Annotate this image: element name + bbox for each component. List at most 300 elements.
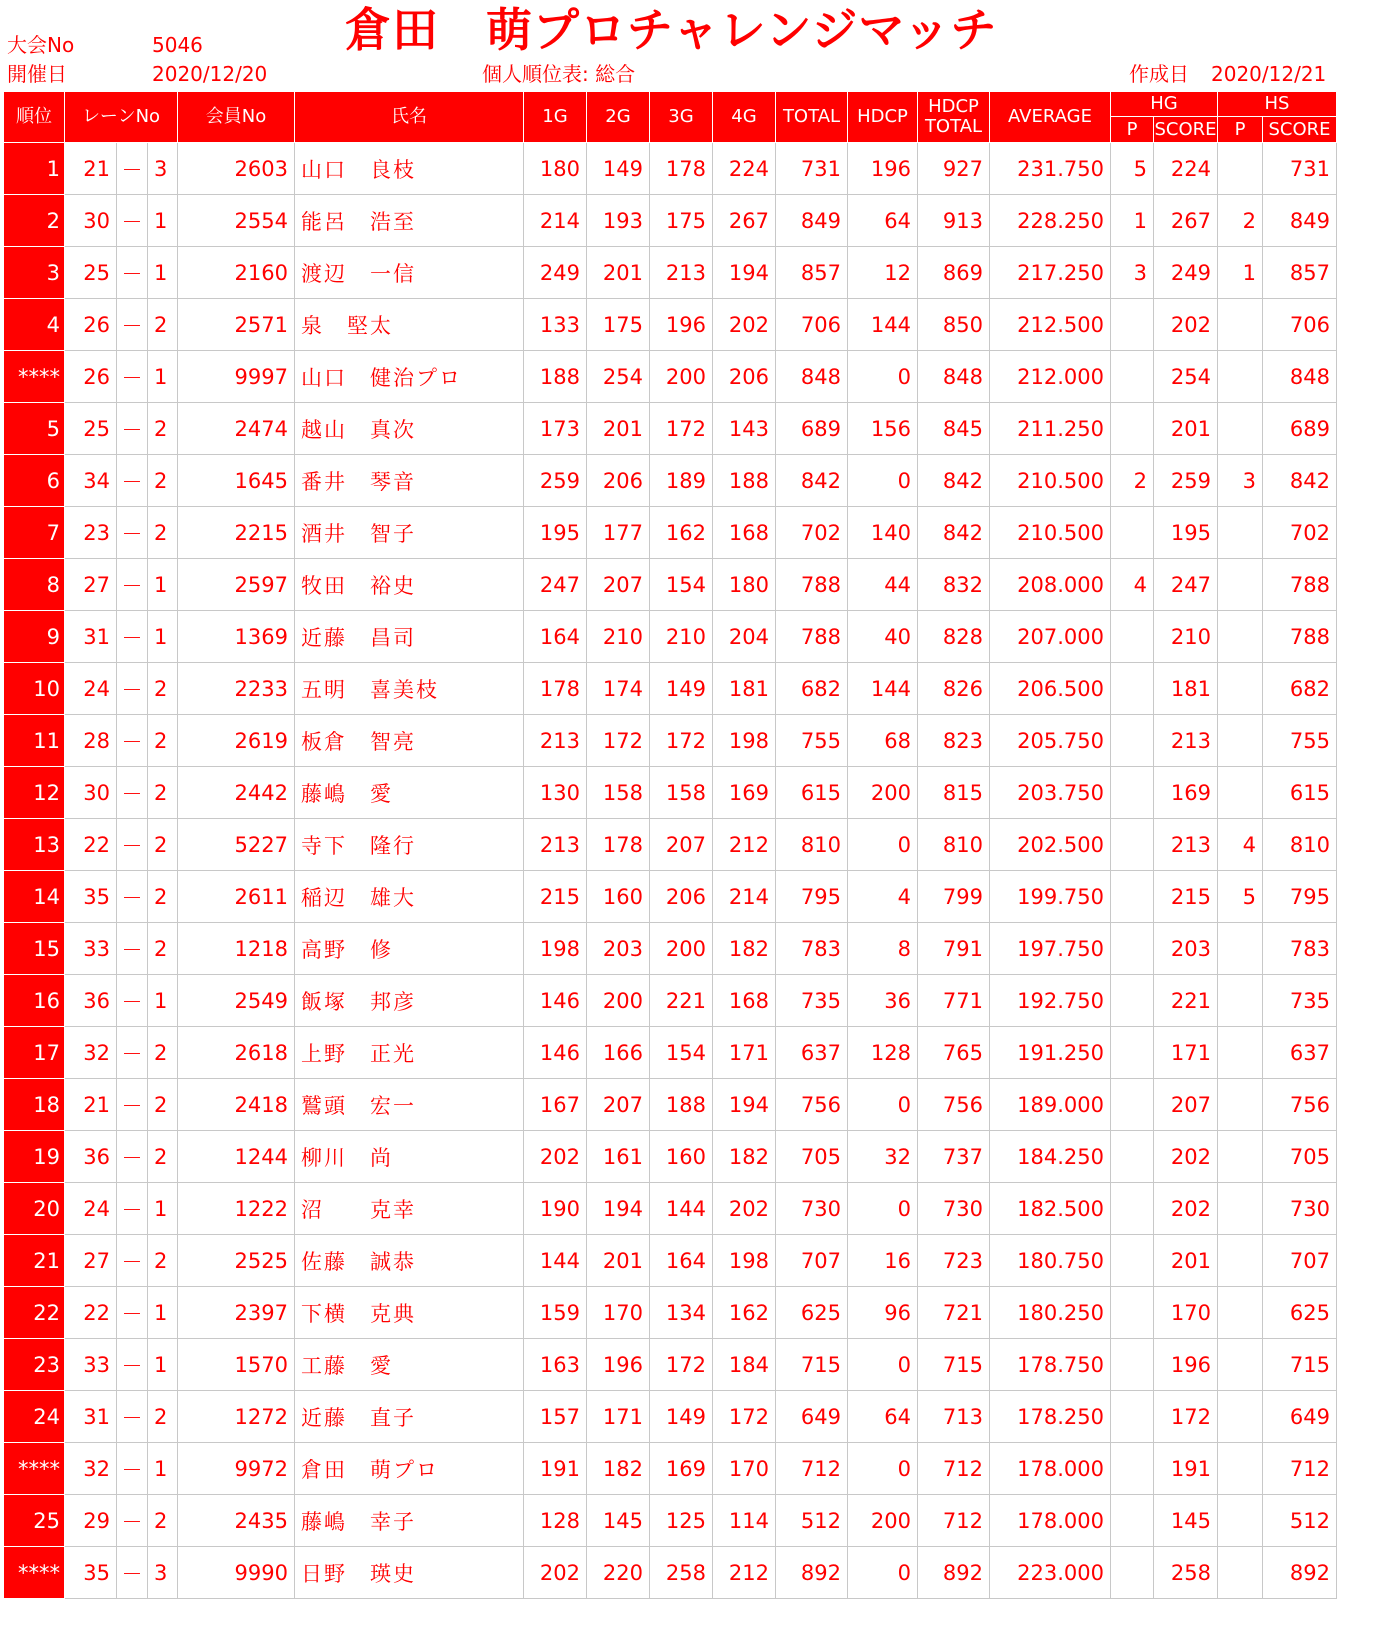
lane-pair: 1 <box>148 247 178 299</box>
game-2: 220 <box>587 1547 650 1599</box>
game-1: 191 <box>524 1443 587 1495</box>
hg-score: 213 <box>1154 819 1218 871</box>
hdcp: 44 <box>848 559 918 611</box>
lane-cell: 24 <box>65 663 117 715</box>
player-name: 飯塚 邦彦 <box>295 975 524 1027</box>
hs-position <box>1218 715 1263 767</box>
member-no: 1570 <box>178 1339 295 1391</box>
hg-position: 5 <box>1111 143 1154 195</box>
header-game-2: 2G <box>587 92 650 143</box>
member-no: 9997 <box>178 351 295 403</box>
member-no: 1645 <box>178 455 295 507</box>
hs-position: 4 <box>1218 819 1263 871</box>
hdcp-total: 723 <box>918 1235 990 1287</box>
total: 735 <box>776 975 848 1027</box>
player-name: 稲辺 雄大 <box>295 871 524 923</box>
average: 182.500 <box>990 1183 1111 1235</box>
game-2: 254 <box>587 351 650 403</box>
game-4: 198 <box>713 1235 776 1287</box>
game-1: 249 <box>524 247 587 299</box>
lane-dash: － <box>117 507 148 559</box>
game-2: 158 <box>587 767 650 819</box>
game-4: 198 <box>713 715 776 767</box>
lane-dash: － <box>117 871 148 923</box>
rank-cell: 11 <box>4 715 65 767</box>
hdcp-total: 756 <box>918 1079 990 1131</box>
average: 210.500 <box>990 455 1111 507</box>
hdcp-total: 737 <box>918 1131 990 1183</box>
game-1: 178 <box>524 663 587 715</box>
lane-pair: 2 <box>148 715 178 767</box>
lane-dash: － <box>117 195 148 247</box>
hs-position <box>1218 1339 1263 1391</box>
table-row <box>4 1131 1337 1183</box>
game-1: 130 <box>524 767 587 819</box>
hdcp: 96 <box>848 1287 918 1339</box>
table-row <box>4 507 1337 559</box>
hs-score: 682 <box>1263 663 1337 715</box>
game-3: 154 <box>650 1027 713 1079</box>
game-4: 170 <box>713 1443 776 1495</box>
hg-position <box>1111 1235 1154 1287</box>
game-1: 188 <box>524 351 587 403</box>
player-name: 日野 瑛史 <box>295 1547 524 1599</box>
game-4: 171 <box>713 1027 776 1079</box>
average: 199.750 <box>990 871 1111 923</box>
hg-position <box>1111 871 1154 923</box>
header-total: TOTAL <box>776 92 848 143</box>
hdcp: 0 <box>848 819 918 871</box>
member-no: 2571 <box>178 299 295 351</box>
game-4: 202 <box>713 299 776 351</box>
average: 217.250 <box>990 247 1111 299</box>
game-2: 160 <box>587 871 650 923</box>
rank-cell: 1 <box>4 143 65 195</box>
member-no: 2554 <box>178 195 295 247</box>
game-3: 213 <box>650 247 713 299</box>
header-hs-score: SCORE <box>1263 117 1337 143</box>
ranking-rows <box>4 143 1337 1599</box>
rank-cell: 19 <box>4 1131 65 1183</box>
lane-pair: 1 <box>148 1443 178 1495</box>
member-no: 1218 <box>178 923 295 975</box>
average: 184.250 <box>990 1131 1111 1183</box>
game-1: 213 <box>524 819 587 871</box>
game-1: 163 <box>524 1339 587 1391</box>
game-4: 212 <box>713 819 776 871</box>
hg-position <box>1111 715 1154 767</box>
hdcp-total: 810 <box>918 819 990 871</box>
hg-position <box>1111 611 1154 663</box>
player-name: 高野 修 <box>295 923 524 975</box>
hg-position <box>1111 975 1154 1027</box>
header-hdcp-total-line2: TOTAL <box>924 116 983 137</box>
lane-dash: － <box>117 247 148 299</box>
lane-dash: － <box>117 1495 148 1547</box>
lane-cell: 21 <box>65 1079 117 1131</box>
header-member-no: 会員No <box>178 92 295 143</box>
lane-pair: 2 <box>148 1235 178 1287</box>
average: 178.000 <box>990 1443 1111 1495</box>
hg-score: 170 <box>1154 1287 1218 1339</box>
game-1: 215 <box>524 871 587 923</box>
hdcp: 140 <box>848 507 918 559</box>
member-no: 2418 <box>178 1079 295 1131</box>
total: 615 <box>776 767 848 819</box>
lane-pair: 2 <box>148 507 178 559</box>
hg-position: 3 <box>1111 247 1154 299</box>
hdcp: 156 <box>848 403 918 455</box>
hs-score: 712 <box>1263 1443 1337 1495</box>
game-4: 206 <box>713 351 776 403</box>
rank-cell: 18 <box>4 1079 65 1131</box>
hdcp-total: 850 <box>918 299 990 351</box>
player-name: 酒井 智子 <box>295 507 524 559</box>
game-2: 182 <box>587 1443 650 1495</box>
hdcp: 144 <box>848 663 918 715</box>
hs-score: 649 <box>1263 1391 1337 1443</box>
player-name: 藤嶋 愛 <box>295 767 524 819</box>
rank-cell: 17 <box>4 1027 65 1079</box>
average: 205.750 <box>990 715 1111 767</box>
lane-cell: 26 <box>65 351 117 403</box>
hs-position <box>1218 1391 1263 1443</box>
game-1: 164 <box>524 611 587 663</box>
game-4: 181 <box>713 663 776 715</box>
hg-score: 202 <box>1154 1131 1218 1183</box>
member-no: 2611 <box>178 871 295 923</box>
player-name: 近藤 昌司 <box>295 611 524 663</box>
lane-cell: 22 <box>65 819 117 871</box>
lane-cell: 26 <box>65 299 117 351</box>
member-no: 2233 <box>178 663 295 715</box>
hdcp-total: 869 <box>918 247 990 299</box>
player-name: 倉田 萌プロ <box>295 1443 524 1495</box>
hdcp: 16 <box>848 1235 918 1287</box>
total: 730 <box>776 1183 848 1235</box>
hg-score: 202 <box>1154 1183 1218 1235</box>
hdcp-total: 823 <box>918 715 990 767</box>
member-no: 9990 <box>178 1547 295 1599</box>
rank-cell: 24 <box>4 1391 65 1443</box>
member-no: 2215 <box>178 507 295 559</box>
member-no: 1244 <box>178 1131 295 1183</box>
hs-score: 706 <box>1263 299 1337 351</box>
game-3: 125 <box>650 1495 713 1547</box>
hdcp: 8 <box>848 923 918 975</box>
hs-position <box>1218 1235 1263 1287</box>
rank-cell: 25 <box>4 1495 65 1547</box>
hdcp: 4 <box>848 871 918 923</box>
hs-score: 755 <box>1263 715 1337 767</box>
player-name: 沼 克幸 <box>295 1183 524 1235</box>
game-3: 207 <box>650 819 713 871</box>
lane-pair: 3 <box>148 1547 178 1599</box>
hs-position <box>1218 559 1263 611</box>
average: 210.500 <box>990 507 1111 559</box>
header-average: AVERAGE <box>990 92 1111 143</box>
player-name: 渡辺 一信 <box>295 247 524 299</box>
average: 212.000 <box>990 351 1111 403</box>
game-3: 164 <box>650 1235 713 1287</box>
game-1: 133 <box>524 299 587 351</box>
game-3: 178 <box>650 143 713 195</box>
table-row <box>4 1443 1337 1495</box>
hdcp-total: 715 <box>918 1339 990 1391</box>
player-name: 鷲頭 宏一 <box>295 1079 524 1131</box>
hg-score: 203 <box>1154 923 1218 975</box>
hs-position <box>1218 1079 1263 1131</box>
member-no: 9972 <box>178 1443 295 1495</box>
total: 706 <box>776 299 848 351</box>
game-2: 149 <box>587 143 650 195</box>
member-no: 2474 <box>178 403 295 455</box>
hdcp-total: 712 <box>918 1495 990 1547</box>
hs-score: 842 <box>1263 455 1337 507</box>
table-row <box>4 1391 1337 1443</box>
hg-score: 210 <box>1154 611 1218 663</box>
hg-position <box>1111 299 1154 351</box>
game-1: 190 <box>524 1183 587 1235</box>
header-hs: HS <box>1218 92 1337 117</box>
hs-position <box>1218 1131 1263 1183</box>
lane-dash: － <box>117 455 148 507</box>
lane-cell: 35 <box>65 1547 117 1599</box>
hdcp-total: 713 <box>918 1391 990 1443</box>
total: 788 <box>776 559 848 611</box>
hdcp-total: 913 <box>918 195 990 247</box>
hg-score: 201 <box>1154 1235 1218 1287</box>
player-name: 下横 克典 <box>295 1287 524 1339</box>
hs-score: 731 <box>1263 143 1337 195</box>
hs-score: 689 <box>1263 403 1337 455</box>
average: 178.750 <box>990 1339 1111 1391</box>
game-4: 267 <box>713 195 776 247</box>
hs-score: 625 <box>1263 1287 1337 1339</box>
game-4: 114 <box>713 1495 776 1547</box>
hg-position <box>1111 1547 1154 1599</box>
rank-cell: **** <box>4 1443 65 1495</box>
hs-score: 512 <box>1263 1495 1337 1547</box>
game-3: 172 <box>650 715 713 767</box>
lane-cell: 35 <box>65 871 117 923</box>
rank-cell: 21 <box>4 1235 65 1287</box>
hs-position <box>1218 403 1263 455</box>
player-name: 佐藤 誠恭 <box>295 1235 524 1287</box>
rank-cell: 4 <box>4 299 65 351</box>
average: 202.500 <box>990 819 1111 871</box>
table-row <box>4 1495 1337 1547</box>
game-1: 247 <box>524 559 587 611</box>
game-4: 188 <box>713 455 776 507</box>
game-2: 206 <box>587 455 650 507</box>
average: 192.750 <box>990 975 1111 1027</box>
hg-score: 171 <box>1154 1027 1218 1079</box>
hs-score: 735 <box>1263 975 1337 1027</box>
hs-position <box>1218 1495 1263 1547</box>
game-3: 154 <box>650 559 713 611</box>
rank-cell: 12 <box>4 767 65 819</box>
header-lane: レーンNo <box>65 92 178 143</box>
hg-position <box>1111 507 1154 559</box>
hg-position: 1 <box>1111 195 1154 247</box>
average: 228.250 <box>990 195 1111 247</box>
hs-position: 3 <box>1218 455 1263 507</box>
average: 197.750 <box>990 923 1111 975</box>
game-3: 162 <box>650 507 713 559</box>
hs-score: 788 <box>1263 611 1337 663</box>
hdcp-total: 721 <box>918 1287 990 1339</box>
hs-position <box>1218 1287 1263 1339</box>
hs-score: 783 <box>1263 923 1337 975</box>
header-hdcp: HDCP <box>848 92 918 143</box>
total: 756 <box>776 1079 848 1131</box>
lane-cell: 24 <box>65 1183 117 1235</box>
hdcp-total: 848 <box>918 351 990 403</box>
game-2: 196 <box>587 1339 650 1391</box>
game-3: 210 <box>650 611 713 663</box>
table-row <box>4 1287 1337 1339</box>
hg-score: 249 <box>1154 247 1218 299</box>
tournament-label: 大会No <box>7 33 75 57</box>
game-3: 134 <box>650 1287 713 1339</box>
player-name: 藤嶋 幸子 <box>295 1495 524 1547</box>
game-1: 128 <box>524 1495 587 1547</box>
game-3: 169 <box>650 1443 713 1495</box>
game-4: 168 <box>713 507 776 559</box>
average: 208.000 <box>990 559 1111 611</box>
hs-score: 892 <box>1263 1547 1337 1599</box>
event-date: 2020/12/20 <box>152 62 268 86</box>
table-row <box>4 455 1337 507</box>
lane-dash: － <box>117 1547 148 1599</box>
rank-cell: 10 <box>4 663 65 715</box>
member-no: 2442 <box>178 767 295 819</box>
hdcp-total: 828 <box>918 611 990 663</box>
game-4: 194 <box>713 1079 776 1131</box>
lane-pair: 2 <box>148 923 178 975</box>
average: 189.000 <box>990 1079 1111 1131</box>
hg-position: 2 <box>1111 455 1154 507</box>
total: 649 <box>776 1391 848 1443</box>
hdcp: 128 <box>848 1027 918 1079</box>
game-4: 204 <box>713 611 776 663</box>
total: 849 <box>776 195 848 247</box>
hg-position <box>1111 663 1154 715</box>
player-name: 山口 健治プロ <box>295 351 524 403</box>
hs-score: 756 <box>1263 1079 1337 1131</box>
table-row <box>4 299 1337 351</box>
hs-position <box>1218 611 1263 663</box>
date-label: 開催日 <box>7 62 67 86</box>
game-1: 214 <box>524 195 587 247</box>
hg-position <box>1111 1391 1154 1443</box>
total: 810 <box>776 819 848 871</box>
game-3: 196 <box>650 299 713 351</box>
hdcp-total: 771 <box>918 975 990 1027</box>
hg-score: 145 <box>1154 1495 1218 1547</box>
game-4: 202 <box>713 1183 776 1235</box>
lane-dash: － <box>117 975 148 1027</box>
game-1: 198 <box>524 923 587 975</box>
created-label: 作成日 <box>1129 62 1189 86</box>
hs-position <box>1218 1183 1263 1235</box>
total: 788 <box>776 611 848 663</box>
game-3: 200 <box>650 923 713 975</box>
hg-score: 191 <box>1154 1443 1218 1495</box>
hdcp-total: 842 <box>918 507 990 559</box>
hdcp: 32 <box>848 1131 918 1183</box>
total: 625 <box>776 1287 848 1339</box>
game-2: 171 <box>587 1391 650 1443</box>
lane-pair: 1 <box>148 1287 178 1339</box>
hs-position <box>1218 923 1263 975</box>
player-name: 五明 喜美枝 <box>295 663 524 715</box>
lane-dash: － <box>117 1027 148 1079</box>
lane-dash: － <box>117 1079 148 1131</box>
game-2: 172 <box>587 715 650 767</box>
report-type: 個人順位表: 総合 <box>482 62 636 86</box>
lane-cell: 33 <box>65 923 117 975</box>
lane-pair: 2 <box>148 1079 178 1131</box>
header-rank: 順位 <box>4 92 65 143</box>
hs-score: 848 <box>1263 351 1337 403</box>
lane-cell: 36 <box>65 975 117 1027</box>
member-no: 5227 <box>178 819 295 871</box>
hdcp: 0 <box>848 1547 918 1599</box>
hg-score: 201 <box>1154 403 1218 455</box>
average: 231.750 <box>990 143 1111 195</box>
hs-position <box>1218 507 1263 559</box>
game-1: 167 <box>524 1079 587 1131</box>
member-no: 1222 <box>178 1183 295 1235</box>
hs-score: 615 <box>1263 767 1337 819</box>
lane-dash: － <box>117 403 148 455</box>
header-hdcp-total <box>918 92 990 143</box>
hs-score: 705 <box>1263 1131 1337 1183</box>
hg-score: 181 <box>1154 663 1218 715</box>
total: 707 <box>776 1235 848 1287</box>
hs-position <box>1218 143 1263 195</box>
hg-score: 254 <box>1154 351 1218 403</box>
hs-score: 637 <box>1263 1027 1337 1079</box>
hdcp: 40 <box>848 611 918 663</box>
lane-pair: 1 <box>148 1339 178 1391</box>
hdcp: 64 <box>848 195 918 247</box>
lane-dash: － <box>117 1443 148 1495</box>
lane-dash: － <box>117 767 148 819</box>
lane-pair: 1 <box>148 1183 178 1235</box>
hs-score: 702 <box>1263 507 1337 559</box>
table-row <box>4 1027 1337 1079</box>
hs-score: 788 <box>1263 559 1337 611</box>
lane-pair: 2 <box>148 1027 178 1079</box>
lane-cell: 25 <box>65 403 117 455</box>
hdcp-total: 712 <box>918 1443 990 1495</box>
game-2: 145 <box>587 1495 650 1547</box>
hs-score: 810 <box>1263 819 1337 871</box>
hg-score: 196 <box>1154 1339 1218 1391</box>
hdcp-total: 892 <box>918 1547 990 1599</box>
hs-position: 2 <box>1218 195 1263 247</box>
game-1: 259 <box>524 455 587 507</box>
hg-position <box>1111 923 1154 975</box>
game-3: 160 <box>650 1131 713 1183</box>
game-3: 149 <box>650 1391 713 1443</box>
hdcp-total: 832 <box>918 559 990 611</box>
player-name: 泉 堅太 <box>295 299 524 351</box>
hdcp-total: 845 <box>918 403 990 455</box>
